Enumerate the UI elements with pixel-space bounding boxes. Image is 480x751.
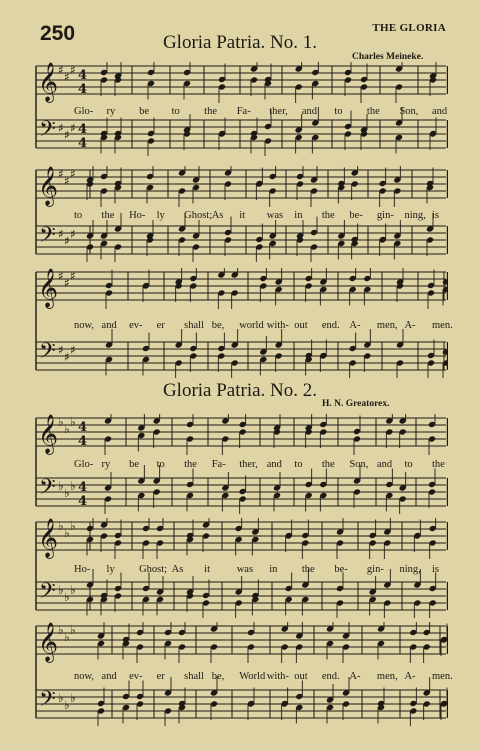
lyric-syllable: the <box>101 210 115 221</box>
treble-clef-icon: 𝄞 <box>38 62 59 102</box>
lyric-syllable: A- <box>404 320 416 331</box>
lyric-syllable: ry <box>106 106 116 117</box>
lyric-syllable: and <box>376 459 393 470</box>
sharp-icon: ♯ <box>64 234 70 248</box>
lyric-syllable: the <box>432 459 445 470</box>
lyric-syllable: the <box>366 106 380 117</box>
sharp-icon: ♯ <box>70 121 76 135</box>
lyric-syllable: ly <box>156 210 165 221</box>
sharp-icon: ♯ <box>64 276 70 290</box>
flat-icon: ♭ <box>64 590 70 604</box>
bass-staff <box>36 690 446 718</box>
lyric-syllable: be <box>139 106 149 117</box>
lyric-syllable: A- <box>404 671 416 682</box>
lyric-syllable: is <box>432 564 440 575</box>
lyric-syllable: ther, <box>239 459 258 470</box>
time-signature: 4 <box>78 494 88 509</box>
lyric-syllable: with- <box>266 320 289 331</box>
lyric-syllable: was <box>236 564 254 575</box>
treble-clef-icon: 𝄞 <box>38 268 59 308</box>
lyric-syllable: and <box>266 459 282 470</box>
lyric-syllable: be- <box>349 210 363 221</box>
lyric-syllable: As <box>171 564 184 575</box>
lyric-syllable: to <box>74 210 83 221</box>
lyric-syllable: ev- <box>129 320 143 331</box>
flat-icon: ♭ <box>58 623 64 637</box>
treble-clef-icon: 𝄞 <box>38 518 59 558</box>
hymn-1-title: Gloria Patria. No. 1. <box>162 32 318 53</box>
lyric-syllable: ev- <box>129 671 143 682</box>
bass-clef-icon: 𝄢 <box>39 117 56 147</box>
lyric-syllable: be, <box>211 320 225 331</box>
lyric-syllable: is <box>432 210 440 221</box>
flat-icon: ♭ <box>58 519 64 533</box>
flat-icon: ♭ <box>58 583 64 597</box>
bass-clef-icon: 𝄢 <box>39 339 56 369</box>
flat-icon: ♭ <box>70 415 76 429</box>
lyric-syllable: it <box>239 210 246 221</box>
bass-staff <box>36 120 446 148</box>
lyric-syllable: end. <box>321 671 340 682</box>
lyric-syllable: Ho- <box>74 564 91 575</box>
treble-clef-icon: 𝄞 <box>38 166 59 206</box>
lyric-syllable: the <box>321 459 335 470</box>
time-signature: 4 <box>78 420 88 435</box>
sharp-icon: ♯ <box>70 343 76 357</box>
flat-icon: ♭ <box>70 691 76 705</box>
lyric-syllable: ning, <box>404 210 426 221</box>
lyric-syllable: shall <box>184 671 204 682</box>
sharp-icon: ♯ <box>58 343 64 357</box>
sharp-icon: ♯ <box>64 350 70 364</box>
sharp-icon: ♯ <box>70 63 76 77</box>
time-signature: 4 <box>78 434 88 449</box>
flat-icon: ♭ <box>64 630 70 644</box>
lyric-syllable: men. <box>432 671 453 682</box>
lyric-syllable: and <box>301 106 317 117</box>
sharp-icon: ♯ <box>58 227 64 241</box>
lyric-syllable: men. <box>432 320 453 331</box>
lyric-syllable: out <box>294 671 308 682</box>
lyric-syllable: er <box>156 671 165 682</box>
treble-clef-icon: 𝄞 <box>38 414 59 454</box>
lyric-syllable: end. <box>321 320 340 331</box>
lyric-syllable: A- <box>349 671 361 682</box>
sharp-icon: ♯ <box>64 128 70 142</box>
flat-icon: ♭ <box>70 479 76 493</box>
lyric-syllable: in <box>294 210 303 221</box>
lyric-syllable: Ho- <box>129 210 146 221</box>
lyric-syllable: the <box>184 459 197 470</box>
flat-icon: ♭ <box>64 422 70 436</box>
bass-clef-icon: 𝄢 <box>39 223 56 253</box>
treble-clef-icon: 𝄞 <box>38 622 59 662</box>
lyric-syllable: gin- <box>366 564 384 575</box>
lyric-syllable: Fa- <box>211 459 226 470</box>
sharp-icon: ♯ <box>58 167 64 181</box>
sharp-icon: ♯ <box>70 269 76 283</box>
lyric-syllable: Glo- <box>74 459 94 470</box>
treble-staff <box>36 626 446 654</box>
lyric-syllable: ly <box>106 564 115 575</box>
treble-staff <box>36 272 446 300</box>
sharp-icon: ♯ <box>58 121 64 135</box>
time-signature: 4 <box>78 82 88 97</box>
lyric-syllable: ning, <box>399 564 421 575</box>
lyric-syllable: ther, <box>269 106 288 117</box>
lyric-syllable: world <box>239 320 264 331</box>
running-head: THE GLORIA <box>372 22 446 34</box>
sharp-icon: ♯ <box>70 167 76 181</box>
lyric-syllable: A- <box>349 320 361 331</box>
hymn-1-composer: Charles Meineke. <box>352 52 424 62</box>
lyric-syllable: be <box>129 459 139 470</box>
treble-staff <box>36 66 446 94</box>
flat-icon: ♭ <box>64 526 70 540</box>
sharp-icon: ♯ <box>58 269 64 283</box>
time-signature: 4 <box>78 136 88 151</box>
lyric-syllable: out <box>294 320 308 331</box>
lyric-syllable: Son, <box>399 106 419 117</box>
sharp-icon: ♯ <box>58 63 64 77</box>
lyric-syllable: be, <box>211 671 225 682</box>
lyric-syllable: to <box>171 106 180 117</box>
time-signature: 4 <box>78 480 88 495</box>
lyric-syllable: er <box>156 320 165 331</box>
bass-clef-icon: 𝄢 <box>39 687 56 717</box>
lyric-syllable: shall <box>184 320 204 331</box>
lyric-syllable: was <box>266 210 284 221</box>
lyric-syllable: with- <box>266 671 289 682</box>
lyric-syllable: Fa- <box>236 106 251 117</box>
flat-icon: ♭ <box>58 415 64 429</box>
lyric-syllable: in <box>269 564 278 575</box>
lyric-syllable: World <box>239 671 266 682</box>
lyric-syllable: to <box>294 459 303 470</box>
lyric-syllable: to <box>156 459 165 470</box>
flat-icon: ♭ <box>64 698 70 712</box>
lyric-syllable: Glo- <box>74 106 94 117</box>
lyric-syllable: to <box>404 459 413 470</box>
lyric-syllable: Ghost; <box>139 564 168 575</box>
lyric-syllable: and <box>101 671 117 682</box>
hymn-2-title: Gloria Patria. No. 2. <box>162 380 318 401</box>
lyric-syllable: As <box>211 210 224 221</box>
time-signature: 4 <box>78 122 88 137</box>
lyric-syllable: the <box>204 106 217 117</box>
flat-icon: ♭ <box>64 486 70 500</box>
flat-icon: ♭ <box>58 691 64 705</box>
sharp-icon: ♯ <box>64 174 70 188</box>
lyric-syllable: now, <box>74 320 95 331</box>
lyric-syllable: men, <box>376 320 398 331</box>
lyric-syllable: ry <box>101 459 111 470</box>
lyric-syllable: Son, <box>349 459 369 470</box>
lyric-syllable: be- <box>334 564 348 575</box>
page-number: 250 <box>40 22 76 45</box>
lyric-syllable: the <box>321 210 335 221</box>
lyric-syllable: and <box>101 320 117 331</box>
lyric-syllable: to <box>334 106 343 117</box>
bass-staff <box>36 342 446 370</box>
sharp-icon: ♯ <box>70 227 76 241</box>
hymn-2-composer: H. N. Greatorex. <box>322 399 390 409</box>
lyric-syllable: gin- <box>376 210 394 221</box>
lyric-syllable: Ghost; <box>184 210 213 221</box>
flat-icon: ♭ <box>58 479 64 493</box>
flat-icon: ♭ <box>70 623 76 637</box>
flat-icon: ♭ <box>70 583 76 597</box>
flat-icon: ♭ <box>70 519 76 533</box>
lyric-syllable: it <box>204 564 211 575</box>
bass-clef-icon: 𝄢 <box>39 475 56 505</box>
lyric-syllable: and <box>432 106 448 117</box>
time-signature: 4 <box>78 68 88 83</box>
lyric-syllable: the <box>301 564 315 575</box>
bass-clef-icon: 𝄢 <box>39 579 56 609</box>
lyric-syllable: now, <box>74 671 95 682</box>
sharp-icon: ♯ <box>64 70 70 84</box>
lyric-syllable: men, <box>376 671 398 682</box>
